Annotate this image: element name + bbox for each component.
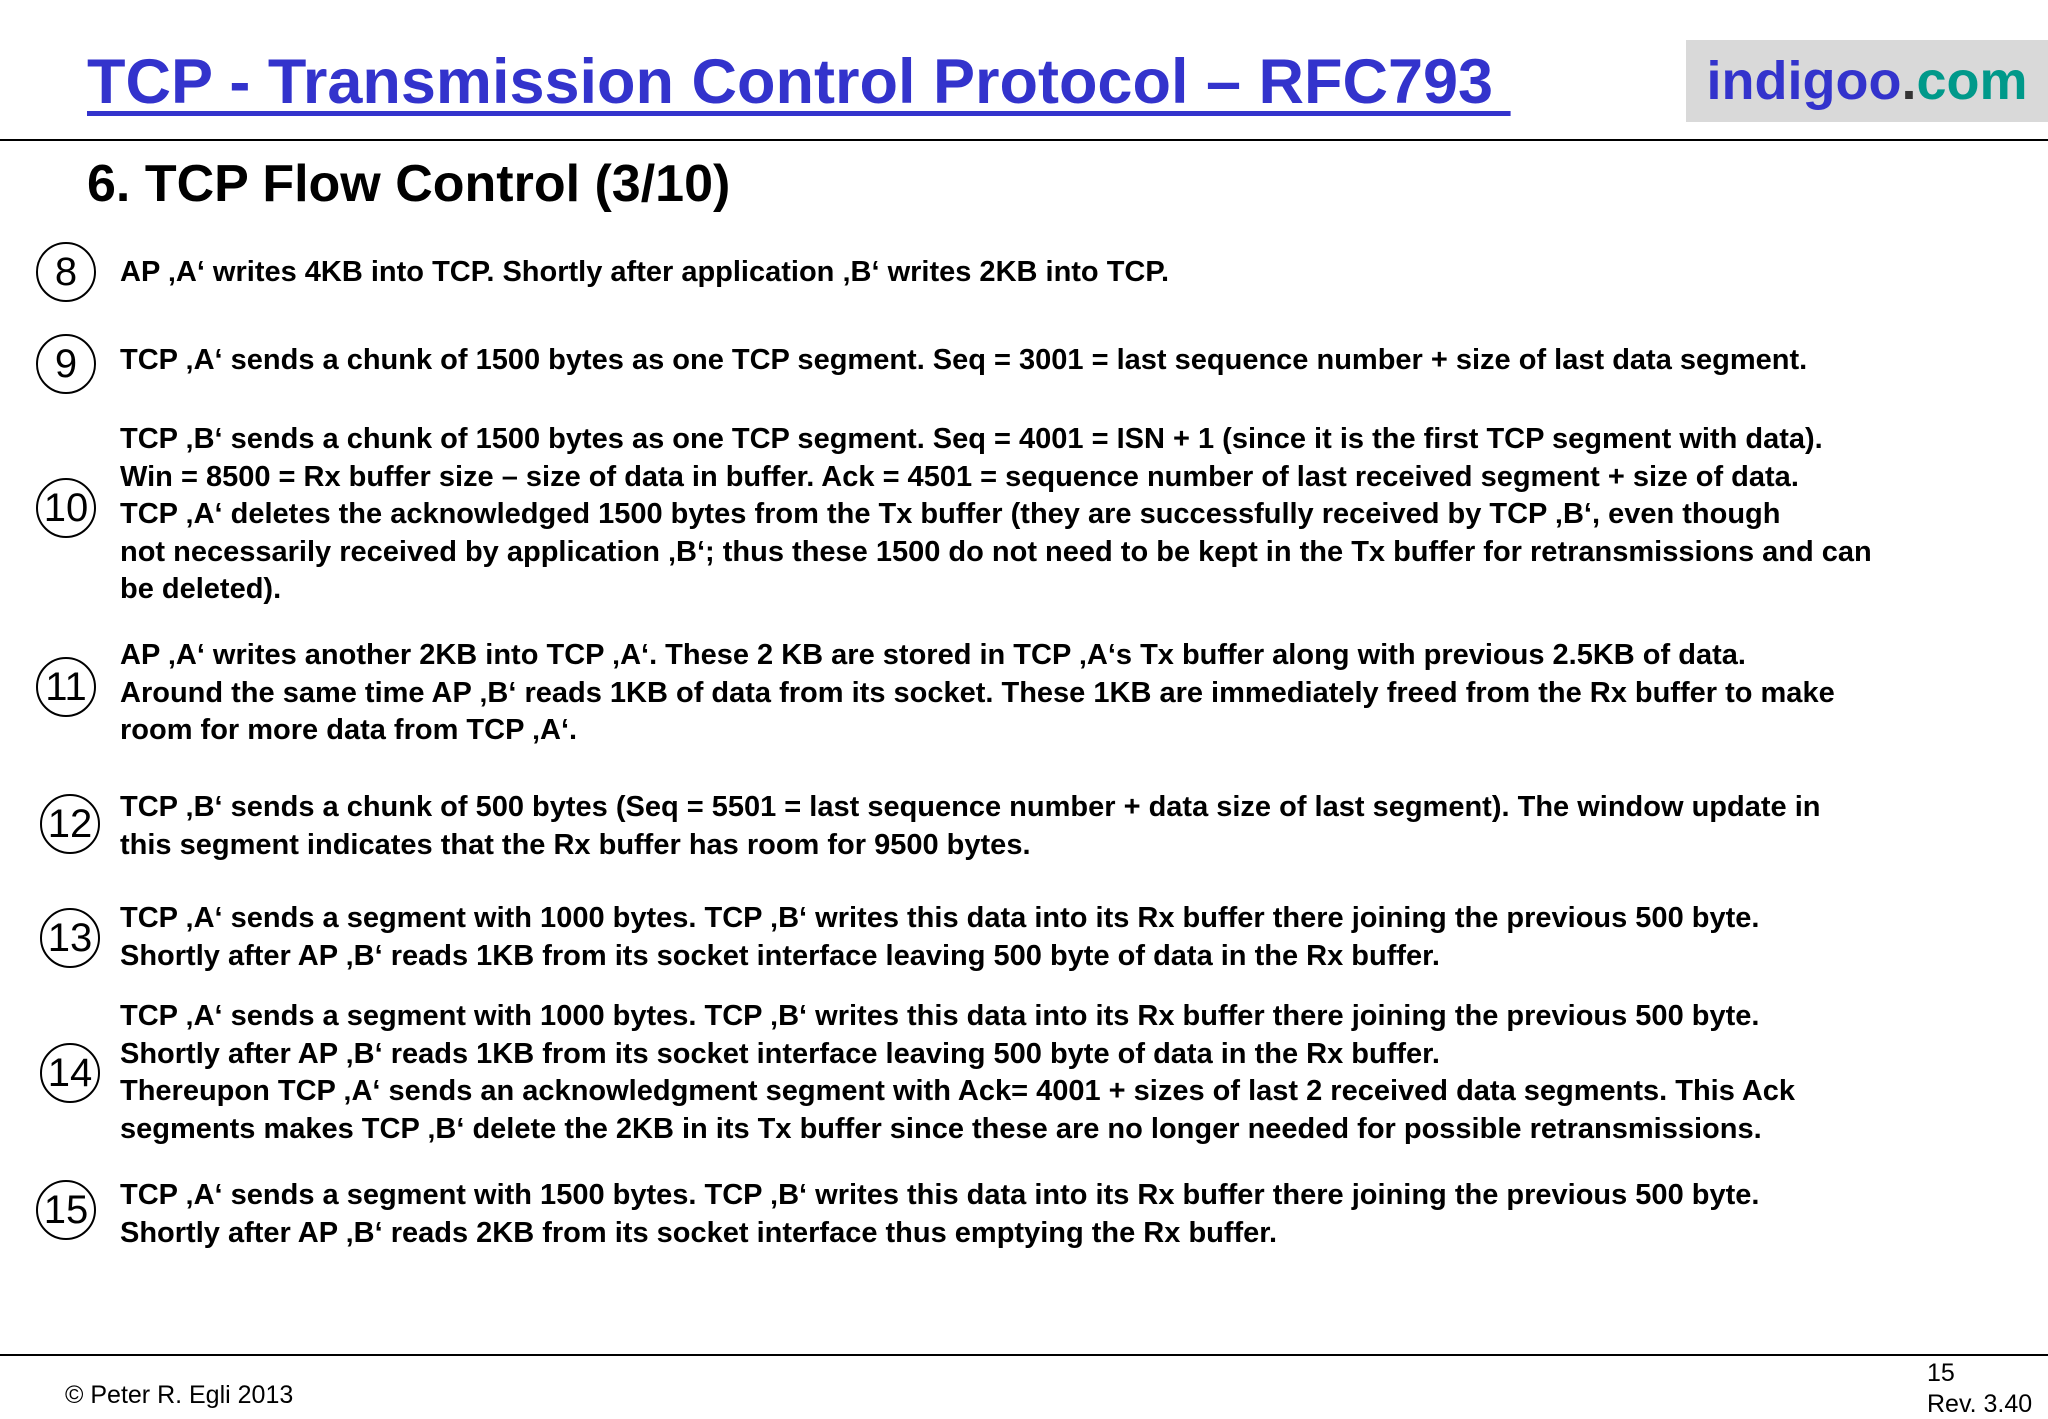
step-text-line: be deleted). (120, 573, 282, 605)
step-description (120, 1177, 2035, 1252)
step-text-line: segments makes TCP ‚B‘ delete the 2KB in its Tx buffer since these are no longer needed for possible retransmissions. (120, 1112, 1762, 1145)
step-description (120, 789, 2035, 864)
step-text-line: not necessarily received by application ‚B‘; thus these 1500 do not need to be kept in the Tx buffer for retransmissions and can (120, 535, 1872, 568)
step-number-circle: 13 (40, 908, 100, 968)
indigoo-logo (1686, 40, 2048, 122)
step-text-line: TCP ‚B‘ sends a chunk of 1500 bytes as one TCP segment. Seq = 4001 = ISN + 1 (since it is the first TCP segment with data). (120, 423, 1823, 455)
step-text-line: Shortly after AP ‚B‘ reads 1KB from its socket interface leaving 500 byte of data in the Rx buffer. (120, 939, 1440, 972)
step-text-line: Shortly after AP ‚B‘ reads 1KB from its socket interface leaving 500 byte of data in the Rx buffer. (120, 1037, 1440, 1070)
slide-title: TCP - Transmission Control Protocol – RFC793 (87, 47, 1511, 117)
step-description (120, 342, 2035, 380)
step-text-line: Win = 8500 = Rx buffer size – size of data in buffer. Ack = 4501 = sequence number of last received segment + size of data. (120, 460, 1799, 493)
step-text-line: AP ‚A‘ writes 4KB into TCP. Shortly after application ‚B‘ writes 2KB into TCP. (120, 256, 1170, 288)
step-description (120, 637, 2035, 750)
footer-divider (0, 1354, 2048, 1356)
logo-text-dot: . (1901, 51, 1917, 111)
revision-label: Rev. 3.40 (1927, 1390, 2033, 1418)
step-text-line: TCP ‚A‘ sends a segment with 1500 bytes. TCP ‚B‘ writes this data into its Rx buffer there joining the previous 500 byte. (120, 1179, 1760, 1211)
logo-text-com: com (1916, 51, 2028, 111)
step-text-line: TCP ‚B‘ sends a chunk of 500 bytes (Seq = 5501 = last sequence number + data size of last segment). The window update in (120, 791, 1821, 823)
step-number-circle: 8 (36, 242, 96, 302)
step-text-line: room for more data from TCP ‚A‘. (120, 714, 578, 746)
step-text-line: TCP ‚A‘ sends a segment with 1000 bytes. TCP ‚B‘ writes this data into its Rx buffer there joining the previous 500 byte. (120, 902, 1760, 934)
step-number-circle: 15 (36, 1180, 96, 1240)
step-text-line: this segment indicates that the Rx buffer has room for 9500 bytes. (120, 828, 1031, 861)
step-description (120, 900, 2035, 975)
step-description (120, 254, 2035, 292)
logo-text-indigoo: indigoo (1706, 51, 1902, 111)
copyright-notice: © Peter R. Egli 2013 (65, 1381, 294, 1409)
header-divider (0, 139, 2048, 141)
step-text-line: TCP ‚A‘ deletes the acknowledged 1500 bytes from the Tx buffer (they are successfully received by TCP ‚B‘, even though (120, 498, 1781, 530)
step-number-circle: 11 (36, 657, 96, 717)
step-number-circle: 10 (36, 478, 96, 538)
page-number: 15 (1927, 1359, 1955, 1387)
step-description (120, 421, 2035, 609)
step-text-line: TCP ‚A‘ sends a chunk of 1500 bytes as one TCP segment. Seq = 3001 = last sequence number + size of last data segment. (120, 344, 1808, 376)
section-heading: 6. TCP Flow Control (3/10) (87, 155, 731, 213)
step-description (120, 998, 2035, 1148)
step-text-line: Around the same time AP ‚B‘ reads 1KB of data from its socket. These 1KB are immediately freed from the Rx buffer to make (120, 676, 1835, 709)
step-text-line: AP ‚A‘ writes another 2KB into TCP ‚A‘. These 2 KB are stored in TCP ‚A‘s Tx buffer along with previous 2.5KB of data. (120, 639, 1746, 671)
step-text-line: Shortly after AP ‚B‘ reads 2KB from its socket interface thus emptying the Rx buffer. (120, 1216, 1278, 1249)
step-number-circle: 9 (36, 334, 96, 394)
step-number-circle: 14 (40, 1043, 100, 1103)
step-text-line: Thereupon TCP ‚A‘ sends an acknowledgment segment with Ack= 4001 + sizes of last 2 received data segments. This Ack (120, 1075, 1796, 1107)
step-text-line: TCP ‚A‘ sends a segment with 1000 bytes. TCP ‚B‘ writes this data into its Rx buffer there joining the previous 500 byte. (120, 1000, 1760, 1032)
step-number-circle: 12 (40, 794, 100, 854)
